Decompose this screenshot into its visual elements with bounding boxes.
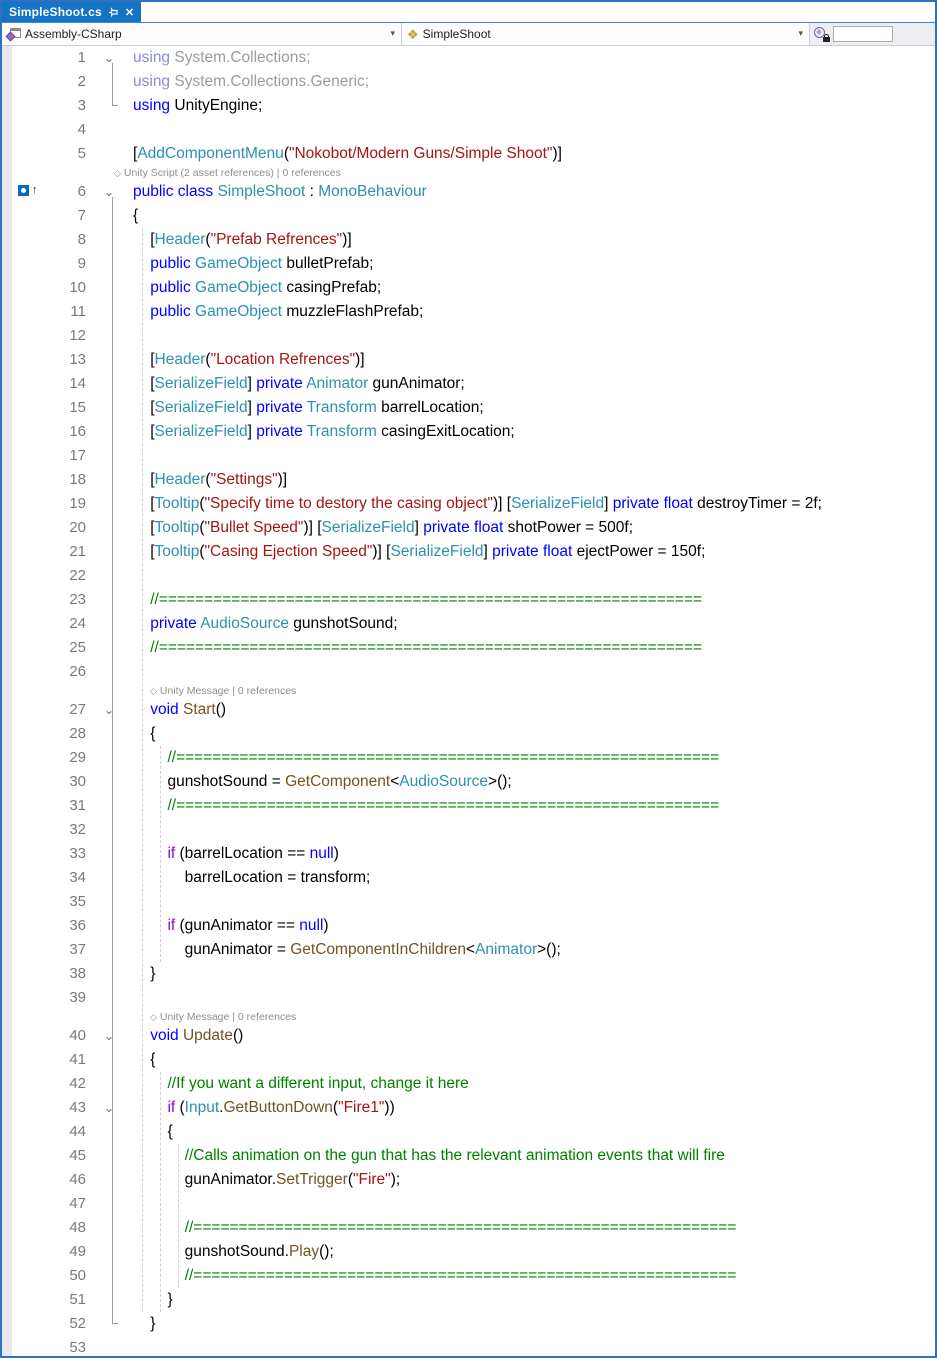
code-text: {: [133, 1051, 156, 1068]
line-number: 24: [69, 615, 86, 632]
line-number: 33: [69, 845, 86, 862]
code-text: [133, 986, 935, 1010]
outline-margin: [86, 1216, 133, 1240]
outline-margin: [86, 890, 133, 914]
code-text: [SerializeField] private Transform casingExitLocation;: [133, 423, 515, 440]
code-text: }: [133, 965, 156, 982]
pin-icon[interactable]: [108, 7, 119, 18]
code-text: using System.Collections.Generic;: [133, 73, 370, 90]
code-text: [133, 564, 935, 588]
code-text: //============================================================: [150, 639, 702, 656]
outline-margin: [86, 70, 133, 94]
outline-margin: [86, 1048, 133, 1072]
code-text: public GameObject muzzleFlashPrefab;: [150, 303, 424, 320]
outline-margin: [86, 420, 133, 444]
code-line[interactable]: [2, 660, 935, 684]
line-number: 6: [77, 183, 86, 200]
tab-simpleshoot[interactable]: [2, 2, 141, 22]
code-line[interactable]: [2, 1120, 935, 1144]
code-line[interactable]: [2, 564, 935, 588]
outline-margin: [86, 516, 133, 540]
code-text: [133, 1336, 935, 1357]
outline-margin: [86, 794, 133, 818]
line-number: 53: [69, 1339, 86, 1356]
csharp-project-icon: [7, 28, 21, 40]
code-text: using System.Collections;: [133, 49, 311, 66]
code-text: {: [133, 207, 139, 224]
collapse-chevron-icon[interactable]: ⌄: [104, 703, 115, 717]
code-text: [Header("Prefab Refrences")]: [133, 231, 352, 248]
line-number: 32: [69, 821, 86, 838]
code-line[interactable]: [2, 1216, 935, 1240]
code-line[interactable]: [2, 180, 935, 204]
line-number: 27: [69, 701, 86, 718]
code-line[interactable]: [2, 636, 935, 660]
line-number: 25: [69, 639, 86, 656]
line-number: 42: [69, 1075, 86, 1092]
code-text: public class SimpleShoot : MonoBehaviour: [133, 183, 427, 200]
code-line[interactable]: [2, 1072, 935, 1096]
outline-margin: [86, 722, 133, 746]
code-line[interactable]: [2, 698, 935, 722]
outline-margin: [86, 142, 133, 166]
line-number: 30: [69, 773, 86, 790]
code-text: gunAnimator.SetTrigger("Fire");: [133, 1171, 401, 1188]
chevron-down-icon[interactable]: ▾: [390, 28, 395, 38]
code-text: if (gunAnimator == null): [167, 917, 329, 934]
code-text: public GameObject casingPrefab;: [150, 279, 382, 296]
code-text: [133, 444, 935, 468]
code-line[interactable]: [2, 938, 935, 962]
line-number: 52: [69, 1315, 86, 1332]
line-number: 26: [69, 663, 86, 680]
code-line[interactable]: [2, 1024, 935, 1048]
line-number: 51: [69, 1291, 86, 1308]
line-number: 31: [69, 797, 86, 814]
code-line[interactable]: [2, 70, 935, 94]
outline-margin: [86, 118, 133, 142]
outline-margin: [86, 276, 133, 300]
codelens-cube-icon: ◇: [114, 168, 121, 178]
code-text: [SerializeField] private Animator gunAnimator;: [133, 375, 465, 392]
codelens-cube-icon: ◇: [150, 686, 157, 696]
outline-margin: [86, 1120, 133, 1144]
code-line[interactable]: [2, 1192, 935, 1216]
code-line[interactable]: [2, 396, 935, 420]
collapse-chevron-icon[interactable]: ⌄: [104, 1029, 115, 1043]
code-text: [133, 890, 935, 914]
line-number: 48: [69, 1219, 86, 1236]
member-section: [810, 23, 935, 45]
line-number: 22: [69, 567, 86, 584]
codelens-info[interactable]: ◇ Unity Message | 0 references: [150, 1011, 297, 1023]
scope-lock-icon: [814, 27, 830, 42]
line-number: 20: [69, 519, 86, 536]
outline-margin: [86, 986, 133, 1010]
outline-margin: [86, 348, 133, 372]
outline-margin: [86, 588, 133, 612]
code-line[interactable]: [2, 588, 935, 612]
code-text: //If you want a different input, change it here: [167, 1075, 469, 1092]
outline-margin: [86, 468, 133, 492]
code-text: [Tooltip("Casing Ejection Speed")] [SerializeField] private float ejectPower = 150f;: [133, 543, 706, 560]
code-text: [133, 324, 935, 348]
code-line[interactable]: [2, 794, 935, 818]
code-text: //Calls animation on the gun that has the relevant animation events that will fire: [184, 1147, 725, 1164]
code-text: //============================================================: [167, 797, 720, 814]
code-text: [133, 818, 935, 842]
outline-margin: [86, 660, 133, 684]
code-line[interactable]: [2, 142, 935, 166]
outline-margin: [86, 564, 133, 588]
outline-margin: [86, 914, 133, 938]
outline-margin: [86, 866, 133, 890]
line-number: 17: [69, 447, 86, 464]
outline-margin: [86, 746, 133, 770]
code-line[interactable]: [2, 46, 935, 70]
code-line[interactable]: [2, 1144, 935, 1168]
code-text: if (Input.GetButtonDown("Fire1")): [167, 1099, 395, 1116]
line-number: 36: [69, 917, 86, 934]
line-number: 47: [69, 1195, 86, 1212]
code-line[interactable]: [2, 118, 935, 142]
line-number: 29: [69, 749, 86, 766]
code-line[interactable]: [2, 94, 935, 118]
code-text: [Header("Settings")]: [133, 471, 288, 488]
line-number: 18: [69, 471, 86, 488]
outline-margin: [86, 372, 133, 396]
code-text: gunshotSound.Play();: [133, 1243, 334, 1260]
line-number: 23: [69, 591, 86, 608]
code-line[interactable]: [2, 612, 935, 636]
code-editor[interactable]: [2, 46, 935, 1357]
code-text: gunAnimator = GetComponentInChildren<Animator>();: [133, 941, 561, 958]
code-text: [Tooltip("Bullet Speed")] [SerializeField] private float shotPower = 500f;: [133, 519, 634, 536]
outline-margin: [86, 204, 133, 228]
line-number: 16: [69, 423, 86, 440]
line-number: 40: [69, 1027, 86, 1044]
code-text: gunshotSound = GetComponent<AudioSource>();: [133, 773, 512, 790]
code-text: if (barrelLocation == null): [167, 845, 339, 862]
code-line[interactable]: [2, 722, 935, 746]
project-dropdown[interactable]: [2, 23, 402, 45]
code-text: {: [133, 725, 156, 742]
code-line[interactable]: [2, 962, 935, 986]
code-line[interactable]: [2, 1048, 935, 1072]
codelens-cube-icon: ◇: [150, 1012, 157, 1022]
outline-margin: [86, 300, 133, 324]
outline-margin: [86, 228, 133, 252]
code-line[interactable]: [2, 866, 935, 890]
line-number: 46: [69, 1171, 86, 1188]
line-number: 12: [69, 327, 86, 344]
tab-strip: [2, 2, 935, 23]
outline-margin: [86, 938, 133, 962]
code-line[interactable]: [2, 300, 935, 324]
class-icon: ❖: [407, 26, 419, 42]
project-dropdown-value: Assembly-CSharp: [25, 27, 122, 41]
line-number: 39: [69, 989, 86, 1006]
code-text: //============================================================: [184, 1267, 737, 1284]
code-line[interactable]: [2, 252, 935, 276]
code-text: {: [133, 1123, 173, 1140]
line-number: 28: [69, 725, 86, 742]
code-text: [Tooltip("Specify time to destory the casing object")] [SerializeField] private float destroyTimer = 2f;: [133, 495, 822, 512]
code-line[interactable]: [2, 324, 935, 348]
collapse-chevron-icon[interactable]: ⌄: [104, 51, 115, 65]
line-number: 45: [69, 1147, 86, 1164]
line-number: 7: [77, 207, 86, 224]
code-line[interactable]: [2, 540, 935, 564]
outline-margin: [86, 818, 133, 842]
line-number: 11: [70, 303, 86, 320]
line-number: 37: [69, 941, 86, 958]
outline-margin: [86, 1288, 133, 1312]
line-number: 4: [77, 121, 86, 138]
code-line[interactable]: [2, 1312, 935, 1336]
code-line[interactable]: [2, 492, 935, 516]
line-number: 5: [77, 145, 86, 162]
outline-margin: [86, 252, 133, 276]
outline-margin: [86, 842, 133, 866]
line-number: 49: [69, 1243, 86, 1260]
code-text: //============================================================: [184, 1219, 737, 1236]
chevron-down-icon[interactable]: ▾: [798, 28, 803, 38]
code-line[interactable]: [2, 228, 935, 252]
navigation-bar: [2, 23, 935, 46]
outline-margin: [86, 1168, 133, 1192]
code-line[interactable]: [2, 1168, 935, 1192]
outline-margin: [86, 770, 133, 794]
code-line[interactable]: [2, 1096, 935, 1120]
line-number: 10: [69, 279, 86, 296]
line-number: 38: [69, 965, 86, 982]
code-text: }: [133, 1291, 173, 1308]
outline-margin: [86, 540, 133, 564]
line-number: 41: [69, 1051, 86, 1068]
outline-margin: [86, 1264, 133, 1288]
code-text: [Header("Location Refrences")]: [133, 351, 365, 368]
codelens-info[interactable]: ◇ Unity Message | 0 references: [150, 685, 297, 697]
code-line[interactable]: [2, 1240, 935, 1264]
code-text: [AddComponentMenu("Nokobot/Modern Guns/Simple Shoot")]: [133, 145, 562, 162]
code-line[interactable]: [2, 1288, 935, 1312]
code-line[interactable]: [2, 914, 935, 938]
code-text: private AudioSource gunshotSound;: [150, 615, 398, 632]
code-line[interactable]: [2, 516, 935, 540]
tab-title: SimpleShoot.cs: [9, 5, 102, 19]
close-icon[interactable]: ✕: [124, 6, 135, 19]
line-number: 14: [69, 375, 86, 392]
code-text: public GameObject bulletPrefab;: [150, 255, 374, 272]
code-line[interactable]: [2, 1336, 935, 1357]
outline-margin: [86, 396, 133, 420]
code-text: using UnityEngine;: [133, 97, 263, 114]
line-number: 13: [69, 351, 86, 368]
outline-margin: [86, 612, 133, 636]
code-line[interactable]: [2, 276, 935, 300]
code-text: [133, 1192, 935, 1216]
line-number: 1: [77, 49, 86, 66]
line-number: 43: [69, 1099, 86, 1116]
type-dropdown[interactable]: [402, 23, 810, 45]
outline-margin: [86, 1240, 133, 1264]
type-dropdown-value: SimpleShoot: [422, 27, 491, 41]
code-line[interactable]: [2, 348, 935, 372]
code-text: //============================================================: [167, 749, 720, 766]
outline-margin: [86, 1312, 133, 1336]
code-line[interactable]: [2, 420, 935, 444]
code-text: void Update(): [150, 1027, 244, 1044]
code-text: [133, 660, 935, 684]
outline-margin: [86, 444, 133, 468]
outline-margin: [86, 324, 133, 348]
code-line[interactable]: [2, 818, 935, 842]
member-search-input[interactable]: [833, 26, 893, 42]
code-text: [SerializeField] private Transform barrelLocation;: [133, 399, 484, 416]
outline-margin: [86, 1336, 133, 1357]
unity-script-indicator-icon: ↑: [18, 185, 38, 196]
code-line[interactable]: [2, 770, 935, 794]
collapse-chevron-icon[interactable]: ⌄: [104, 1101, 115, 1115]
code-line[interactable]: [2, 1264, 935, 1288]
line-number: 50: [69, 1267, 86, 1284]
line-number: 2: [77, 73, 86, 90]
outline-margin: [86, 1144, 133, 1168]
line-number: 19: [69, 495, 86, 512]
outline-margin: [86, 492, 133, 516]
line-number: 8: [77, 231, 86, 248]
outline-margin: [86, 636, 133, 660]
code-line[interactable]: [2, 468, 935, 492]
line-number: 35: [69, 893, 86, 910]
code-line[interactable]: [2, 204, 935, 228]
line-number: 9: [77, 255, 86, 272]
code-line[interactable]: [2, 890, 935, 914]
collapse-chevron-icon[interactable]: ⌄: [104, 185, 115, 199]
code-line[interactable]: [2, 986, 935, 1010]
line-number: 3: [77, 97, 86, 114]
outline-margin: [86, 94, 133, 118]
code-text: barrelLocation = transform;: [133, 869, 371, 886]
outline-margin: [86, 1192, 133, 1216]
line-number: 21: [69, 543, 86, 560]
code-text: //============================================================: [150, 591, 702, 608]
outline-margin: [86, 962, 133, 986]
code-line[interactable]: [2, 372, 935, 396]
codelens-info[interactable]: ◇ Unity Script (2 asset references) | 0 references: [114, 167, 341, 179]
line-number: 34: [69, 869, 86, 886]
line-number: 15: [69, 399, 86, 416]
code-line[interactable]: [2, 842, 935, 866]
code-line[interactable]: [2, 746, 935, 770]
line-number: 44: [69, 1123, 86, 1140]
outline-margin: [86, 1072, 133, 1096]
code-text: }: [133, 1315, 156, 1332]
code-line[interactable]: [2, 444, 935, 468]
code-text: void Start(): [150, 701, 227, 718]
code-text: [133, 118, 935, 142]
